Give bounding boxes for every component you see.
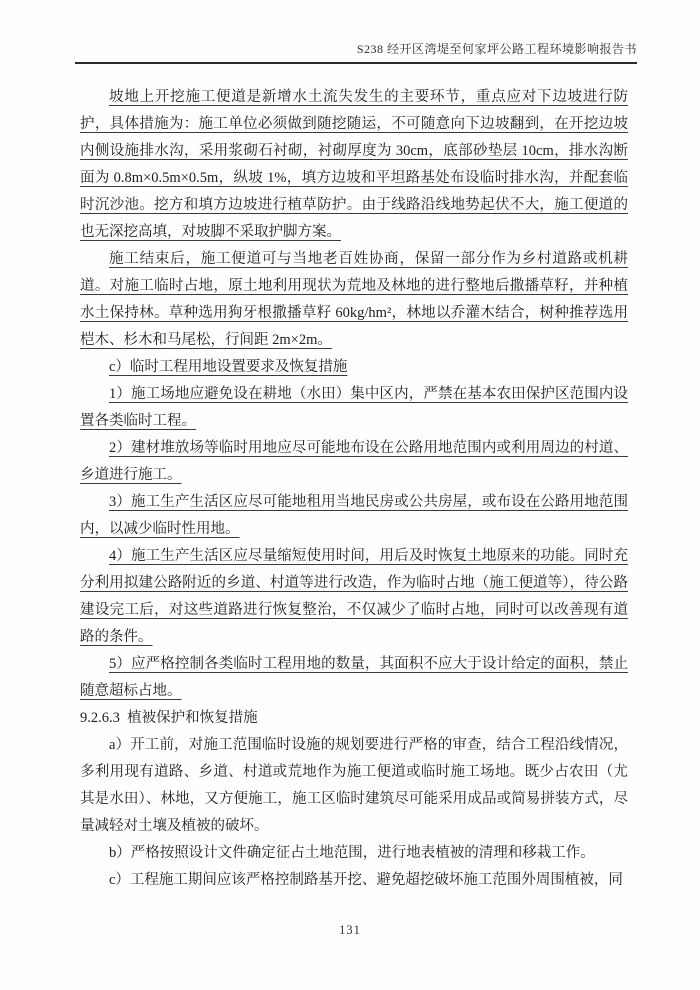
paragraph: a）开工前，对施工范围临时设施的规划要进行严格的审查，结合工程沿线情况，多利用现有道路、乡道、村道或荒地作为施工便道或临时施工场地。既少占农田（尤其是水田）、林地，又方便施工，施工区临时建筑尽可能采用成品或简易拼装方式，尽量减轻对土壤及植被的破坏。 [80,737,628,834]
page-number: 131 [339,923,361,937]
paragraph: 5）应严格控制各类临时工程用地的数量，其面积不应大于设计给定的面积，禁止随意超标占地。 [80,656,628,699]
paragraph: 1）施工场地应避免设在耕地（水田）集中区内，严禁在基本农田保护区范围内设置各类临时工程。 [80,386,628,429]
document-body [80,84,628,894]
paragraph: b）严格按照设计文件确定征占土地范围，进行地表植被的清理和移栽工作。 [109,845,595,861]
paragraph: 坡地上开挖施工便道是新增水土流失发生的主要环节，重点应对下边坡进行防护，具体措施为：施工单位必须做到随挖随运，不可随意向下边坡翻到，在开挖边坡内侧设施排水沟，采用浆砌石衬砌，衬砌厚度为 30cm，底部砂垫层 10cm，排水沟断面为 0.8m×0.5m×0.5m，纵坡 1%，填方边坡和平坦路基处布设临时排水沟，并配套临时沉沙池。挖方和填方边坡进行植草防护。由于线路沿线地势起伏不大，施工便道的也无深挖高填，对坡脚不采取护脚方案。 [80,89,628,240]
paragraph: c）临时工程用地设置要求及恢复措施 [109,359,348,375]
paragraph: 4）施工生产生活区应尽量缩短使用时间，用后及时恢复土地原来的功能。同时充分利用拟建公路附近的乡道、村道等进行改造，作为临时占地（施工便道等），待公路建设完工后，对这些道路进行恢复整治，不仅减少了临时占地，同时可以改善现有道路的条件。 [80,548,628,645]
page-footer [0,923,700,938]
header-title: S238 经开区湾堤至何家坪公路工程环境影响报告书 [356,42,637,56]
header-rule [75,62,637,64]
paragraph: 2）建材堆放场等临时用地应尽可能地布设在公路用地范围内或利用周边的村道、乡道进行施工。 [80,440,628,483]
page-header [75,40,637,64]
paragraph: 施工结束后，施工便道可与当地老百姓协商，保留一部分作为乡村道路或机耕道。对施工临时占地，原土地利用现状为荒地及林地的进行整地后撒播草籽，并种植水土保持林。草种选用狗牙根撒播草籽 60kg/hm²，林地以乔灌木结合，树种推荐选用桤木、杉木和马尾松，行间距 2m×2m。 [80,251,628,348]
paragraph: c）工程施工期间应该严格控制路基开挖、避免超挖破坏施工范围外周围植被，同 [109,872,623,888]
paragraph: 3）施工生产生活区应尽可能地租用当地民房或公共房屋，或布设在公路用地范围内，以减少临时性用地。 [80,494,628,537]
section-heading: 9.2.6.3 植被保护和恢复措施 [80,710,258,726]
